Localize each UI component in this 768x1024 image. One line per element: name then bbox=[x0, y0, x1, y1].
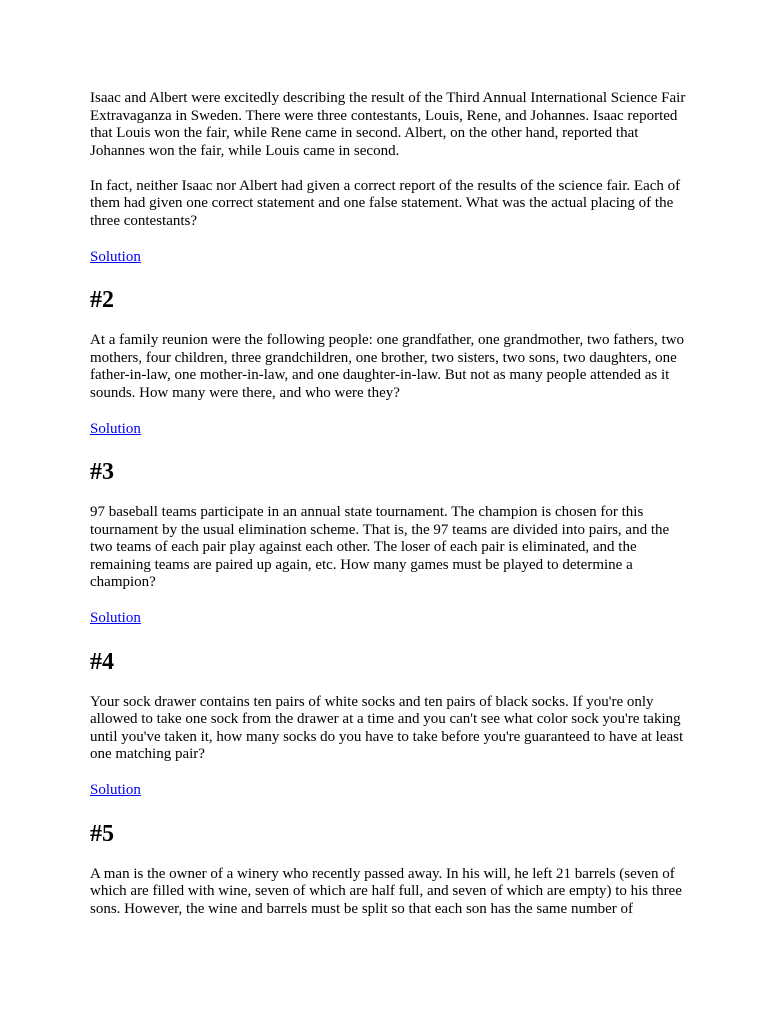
puzzle-2-solution-link[interactable]: Solution bbox=[90, 420, 141, 437]
puzzle-1-paragraph-1: Isaac and Albert were excitedly describing the result of the Third Annual International Science Fair Extravaganza in Sweden. There were three contestants, Louis, Rene, and Johannes. Isaac reported that Louis won the fair, while Rene came in second. Albert, on the other hand, reported that Johannes won the fair, while Louis came in second. bbox=[90, 90, 686, 159]
puzzle-4-heading: #4 bbox=[90, 648, 114, 675]
puzzle-4-paragraph: Your sock drawer contains ten pairs of white socks and ten pairs of black socks. If you're only allowed to take one sock from the drawer at a time and you can't see what color sock you're taking until you've taken it, how many socks do you have to take before you're guaranteed to have at least one matching pair? bbox=[90, 693, 684, 762]
puzzle-3-solution-row bbox=[90, 609, 690, 628]
document-page bbox=[90, 90, 690, 918]
puzzle-3-paragraph: 97 baseball teams participate in an annual state tournament. The champion is chosen for this tournament by the usual elimination scheme. That is, the 97 teams are divided into pairs, and the two teams of each pair play against each other. The loser of each pair is eliminated, and the remaining teams are paired up again, etc. How many games must be played to determine a champion? bbox=[90, 504, 670, 590]
puzzle-4-solution-link[interactable]: Solution bbox=[90, 782, 141, 798]
puzzle-1-paragraph-2: In fact, neither Isaac nor Albert had given a correct report of the results of the science fair. Each of them had given one correct statement and one false statement. What was the actual placing of the three contestants? bbox=[90, 177, 681, 229]
puzzle-3-solution-link[interactable]: Solution bbox=[90, 610, 141, 626]
puzzle-2-solution-row bbox=[90, 420, 690, 439]
puzzle-4-solution-row bbox=[90, 781, 690, 800]
puzzle-3-heading: #3 bbox=[90, 459, 114, 485]
puzzle-2-paragraph: At a family reunion were the following people: one grandfather, one grandmother, two fathers, two mothers, four children, three grandchildren, one brother, two sisters, two sons, two daughters, one father-in-law, one mother-in-law, and one daughter-in-law. But not as many people attended as it sounds. How many were there, and who were they? bbox=[90, 332, 685, 401]
puzzle-2-heading: #2 bbox=[90, 287, 114, 313]
puzzle-5-paragraph: A man is the owner of a winery who recently passed away. In his will, he left 21 barrels (seven of which are filled with wine, seven of which are half full, and seven of which are empty) to his three sons. However, the wine and barrels must be split so that each son has the same number of bbox=[90, 865, 682, 917]
puzzle-1-solution-link[interactable]: Solution bbox=[90, 248, 141, 265]
puzzle-1-solution-row bbox=[90, 248, 690, 267]
puzzle-5-heading: #5 bbox=[90, 820, 114, 847]
